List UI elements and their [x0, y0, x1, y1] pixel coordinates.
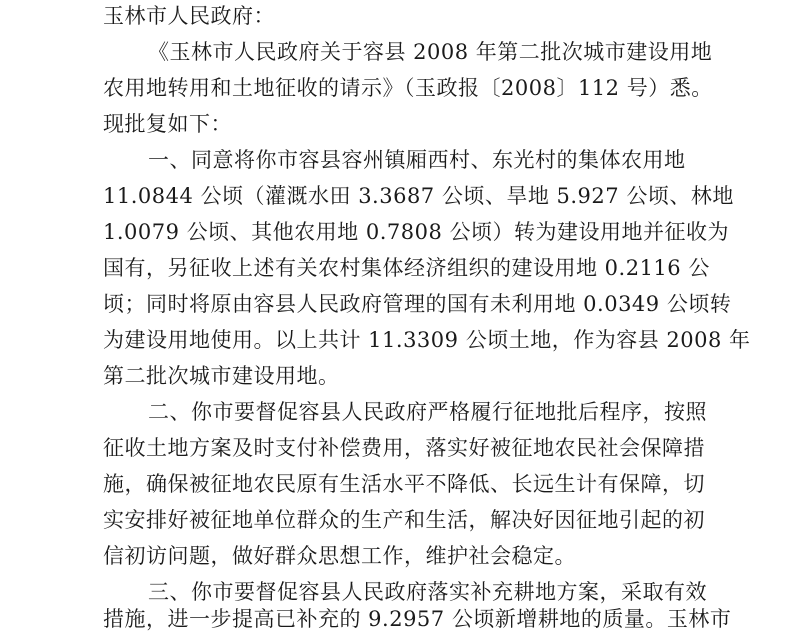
text-line: 信初访问题，做好群众思想工作，维护社会稳定。: [103, 544, 576, 568]
text-line: 三、你市要督促容县人民政府落实补充耕地方案，采取有效: [148, 580, 707, 604]
text-line: 《玉林市人民政府关于容县 2008 年第二批次城市建设用地: [148, 40, 713, 64]
text-line: 征收土地方案及时支付补偿费用，落实好被征地农民社会保障措: [103, 436, 705, 460]
text-line: 现批复如下：: [103, 112, 232, 136]
text-line: 国有，另征收上述有关农村集体经济组织的建设用地 0.2116 公: [103, 256, 710, 280]
text-line: 实安排好被征地单位群众的生产和生活，解决好因征地引起的初: [103, 508, 705, 532]
text-line: 顷；同时将原由容县人民政府管理的国有未利用地 0.0349 公顷转: [103, 292, 732, 316]
text-line: 一、同意将你市容县容州镇厢西村、东光村的集体农用地: [148, 148, 686, 172]
text-line: 为建设用地使用。以上共计 11.3309 公顷土地，作为容县 2008 年: [103, 328, 751, 352]
text-line: 1.0079 公顷、其他农用地 0.7808 公顷）转为建设用地并征收为: [103, 220, 729, 244]
text-line: 二、你市要督促容县人民政府严格履行征地批后程序，按照: [148, 400, 707, 424]
text-line: 施，确保被征地农民原有生活水平不降低、长远生计有保障，切: [103, 472, 705, 496]
text-line: 第二批次城市建设用地。: [103, 364, 340, 388]
text-line: 11.0844 公顷（灌溉水田 3.3687 公顷、旱地 5.927 公顷、林地: [103, 184, 734, 208]
text-line: 措施，进一步提高已补充的 9.2957 公顷新增耕地的质量。玉林市: [103, 607, 732, 631]
addressee: 玉林市人民政府：: [103, 4, 275, 28]
text-line: 农用地转用和土地征收的请示》（玉政报〔2008〕112 号）悉。: [103, 76, 713, 100]
